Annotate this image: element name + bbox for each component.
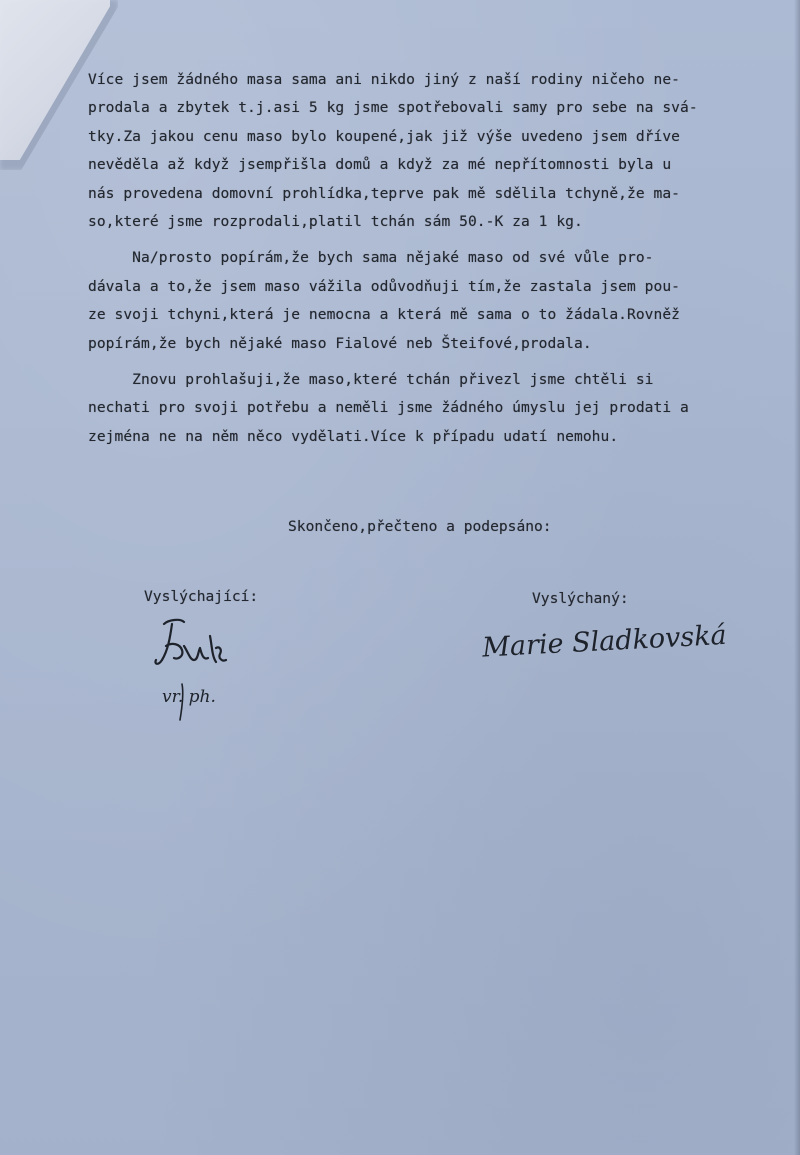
text-line: zejména ne na něm něco vydělati.Více k případu udatí nemohu. [88, 427, 619, 445]
interrogator-title: vr. ph. [162, 687, 216, 707]
text-line: Znovu prohlašuji,že maso,které tchán přivezl jsme chtěli si [88, 370, 654, 388]
interrogator-label: Vyslýchající: [144, 588, 259, 605]
text-line: Na/prosto popírám,že bych sama nějaké maso od své vůle pro- [88, 249, 654, 267]
closing-formula: Skončeno,přečteno a podepsáno: [288, 518, 552, 535]
statement-body [88, 66, 760, 451]
paragraph-2 [88, 244, 760, 358]
interrogated-signature [478, 598, 738, 668]
text-line: nechati pro svoji potřebu a neměli jsme žádného úmyslu jej prodati a [88, 399, 689, 417]
text-line: nevěděla až když jsempřišla domů a když za mé nepřítomnosti byla u [88, 156, 672, 174]
text-line: Více jsem žádného masa sama ani nikdo jiný z naší rodiny ničeho ne- [88, 71, 681, 88]
text-line: dávala a to,že jsem maso vážila odůvodňuji tím,že zastala jsem pou- [88, 277, 681, 295]
text-line: nás provedena domovní prohlídka,teprve pak mě sdělila tchyně,že ma- [88, 184, 681, 202]
paragraph-3 [88, 366, 760, 451]
interrogated-label: Vyslýchaný: [532, 590, 629, 607]
page-edge [794, 0, 800, 1155]
interrogator-signature [150, 616, 240, 726]
text-line: ze svoji tchyni,která je nemocna a která mě sama o to žádala.Rovněž [88, 306, 681, 324]
paragraph-1 [88, 66, 760, 236]
text-line: prodala a zbytek t.j.asi 5 kg jsme spotřebovali samy pro sebe na svá- [88, 99, 698, 117]
text-line: so,které jsme rozprodali,platil tchán sám 50.-K za 1 kg. [88, 212, 583, 230]
interrogated-signature-text: Marie Sladkovská [481, 619, 728, 664]
text-line: tky.Za jakou cenu maso bylo koupené,jak již výše uvedeno jsem dříve [88, 127, 681, 145]
text-line: popírám,že bych nějaké maso Fialové neb Šteifové,prodala. [88, 334, 592, 352]
